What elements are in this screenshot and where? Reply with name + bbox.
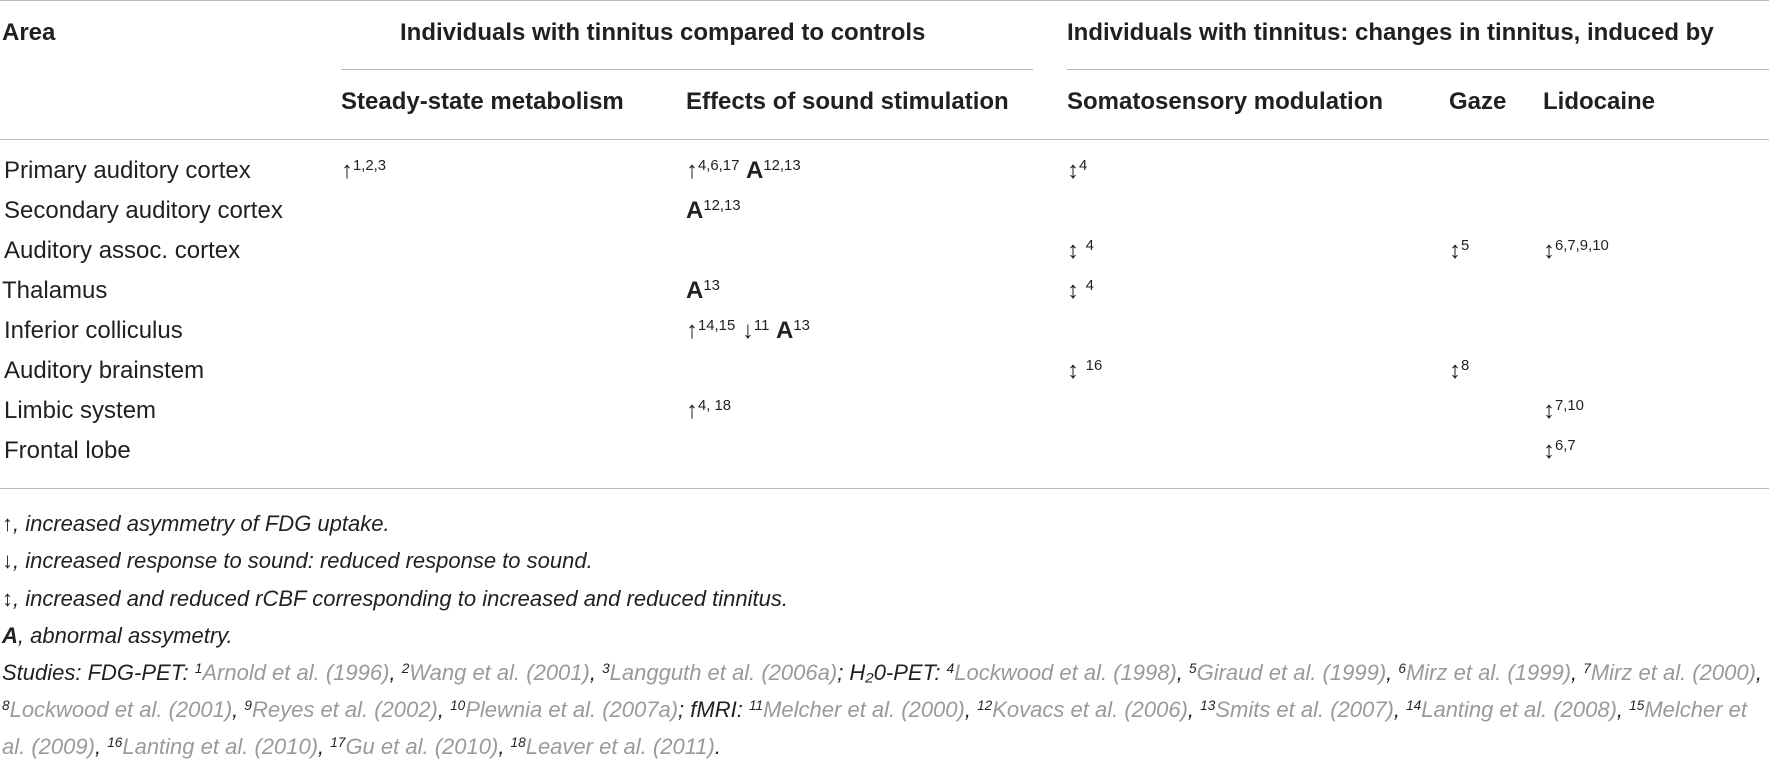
area-auditory-brainstem: Auditory brainstem <box>4 357 205 384</box>
cell-somato-thalamus: ↕ $^4$ <box>1067 277 1094 304</box>
header-lidocaine: Lidocaine <box>1543 88 1656 115</box>
area-thalamus: Thalamus <box>2 277 108 304</box>
area-frontal-lobe: Frontal lobe <box>4 437 131 464</box>
area-inferior-colliculus: Inferior colliculus <box>4 317 183 344</box>
group-rule-changes <box>1067 69 1769 70</box>
header-somatosensory: Somatosensory modulation <box>1067 88 1384 115</box>
header-steady-state: Steady-state metabolism <box>341 88 624 115</box>
cell-lido-assoc: ↕$^{6,7,9,10}$ <box>1543 237 1609 264</box>
cell-lido-frontal: ↕$^{6,7}$ <box>1543 437 1576 464</box>
cell-somato-brainstem: ↕ $^{16}$ <box>1067 357 1103 384</box>
cell-steady-primary: ↑$^{1,2,3}$ <box>341 157 387 184</box>
area-limbic-system: Limbic system <box>4 397 157 424</box>
group-rule-controls <box>341 69 1033 70</box>
top-rule <box>0 0 1769 1</box>
header-group-changes: Individuals with tinnitus: changes in tinnitus, induced by <box>1067 19 1714 46</box>
cell-sound-colliculus: ↑$^{14,15}$ ↓$^{11}$ $A^{13}$ <box>686 317 810 344</box>
cell-sound-primary: ↑$^{4,6,17}$ A$^{12,13}$ <box>686 157 801 184</box>
cell-sound-thalamus: $A^{13}$ <box>686 277 720 304</box>
header-area: Area <box>2 19 56 46</box>
header-sound-stimulation: Effects of sound stimulation <box>686 88 1009 115</box>
cell-sound-limbic: ↑$^{4, 18}$ <box>686 397 732 424</box>
header-group-controls: Individuals with tinnitus compared to controls <box>400 19 926 46</box>
area-secondary-auditory-cortex: Secondary auditory cortex <box>4 197 283 224</box>
note-increased-asymmetry: ↑, increased asymmetry of FDG uptake. <box>2 511 390 536</box>
table-bottom-rule <box>0 488 1769 489</box>
studies-references: Studies: FDG-PET: $^1$Arnold et al. (1996), $^2$Wang et al. (2001), $^3$Langguth et al. (2006a); H₂0-PET: $^4$Lockwood et al. (1998), $^5$Giraud et al. (1999), $^6$Mirz et al. (1999), $^7$Mirz et al. (2000), $^8$Lockwood et al. (2001), $^9$Reyes et al. (2002), $^{10}$Plewnia et al. (2007a); fMRI: $^{11}$Melcher et al. (2000), $^{12}$Kovacs et al. (2006), $^{13}$Smits et al. (2007), $^{14}$Lanting et al. (2008), $^{15}$Melcher et al. (2009), $^{16}$Lanting et al. (2010), $^{17}$Gu et al. (2010), $^{18}$Leaver et al. (2011). <box>2 660 1763 759</box>
cell-somato-assoc: ↕ $^4$ <box>1067 237 1094 264</box>
note-rcbf: ↕, increased and reduced rCBF corresponding to increased and reduced tinnitus. <box>2 586 788 611</box>
note-response-to-sound: ↓, increased response to sound: reduced response to sound. <box>2 548 593 573</box>
cell-gaze-brainstem: ↕$^8$ <box>1449 357 1470 384</box>
cell-somato-primary: ↕$^4$ <box>1067 157 1088 184</box>
cell-sound-secondary: A$^{12,13}$ <box>686 197 741 224</box>
note-abnormal-asymmetry: A, abnormal assymetry. <box>2 623 233 648</box>
area-primary-auditory-cortex: Primary auditory cortex <box>4 157 251 184</box>
header-gaze: Gaze <box>1449 88 1507 115</box>
area-auditory-assoc-cortex: Auditory assoc. cortex <box>4 237 241 264</box>
cell-lido-limbic: ↕$^{7,10}$ <box>1543 397 1584 424</box>
header-rule <box>0 139 1769 140</box>
cell-gaze-assoc: ↕$^5$ <box>1449 237 1470 264</box>
